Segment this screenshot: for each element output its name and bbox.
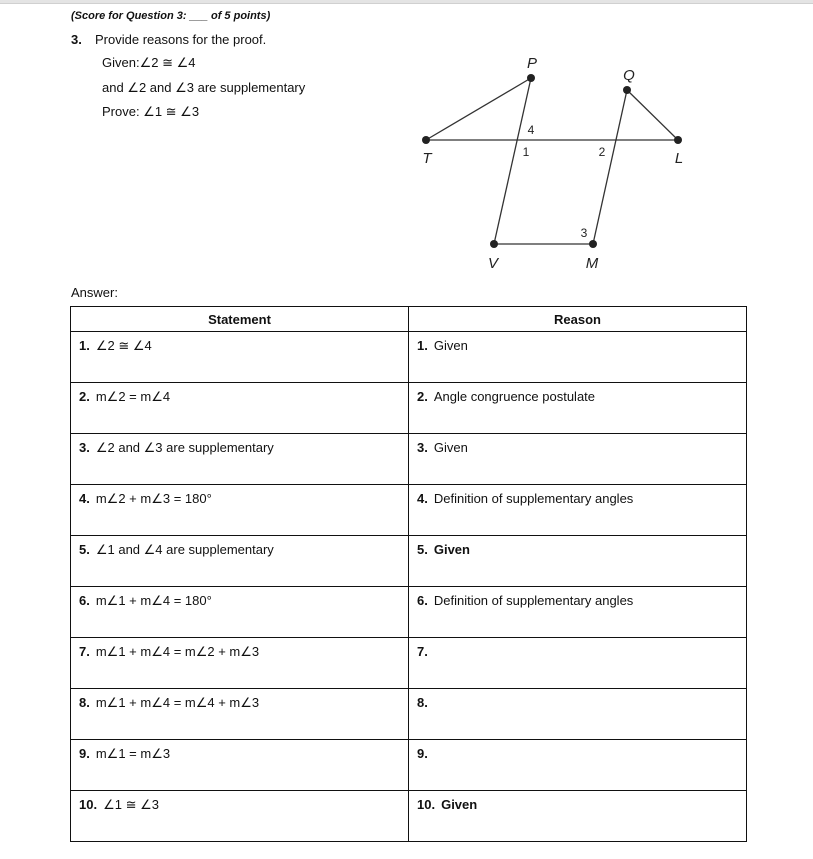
reason-cell[interactable]	[409, 536, 747, 587]
statement-text: m∠1 + m∠4 = m∠2 + m∠3	[95, 644, 260, 659]
reason-cell[interactable]	[409, 587, 747, 638]
statement-number: 9.	[79, 746, 90, 761]
statement-cell	[71, 587, 409, 638]
label-q: Q	[623, 67, 635, 84]
statement-text: ∠2 and ∠3 are supplementary	[95, 440, 274, 455]
statement-cell	[71, 740, 409, 791]
statement-number: 7.	[79, 644, 90, 659]
statement-cell	[71, 536, 409, 587]
point-v	[490, 240, 498, 248]
given-statement: Given:∠2 ≅ ∠4	[102, 55, 196, 70]
reason-number: 5.	[417, 542, 428, 557]
statement-cell	[71, 791, 409, 842]
statement-number: 4.	[79, 491, 90, 506]
statement-number: 5.	[79, 542, 90, 557]
table-row	[71, 332, 747, 383]
statement-cell	[71, 383, 409, 434]
label-v: V	[487, 255, 499, 272]
score-line: (Score for Question 3: ___ of 5 points)	[71, 10, 271, 22]
statement-text: ∠2 ≅ ∠4	[95, 338, 152, 353]
reason-number: 3.	[417, 440, 428, 455]
statement-cell	[71, 434, 409, 485]
prove-statement: Prove: ∠1 ≅ ∠3	[102, 104, 200, 119]
answer-label: Answer:	[71, 285, 118, 300]
point-q	[623, 86, 631, 94]
reason-number: 7.	[417, 644, 428, 659]
table-row	[71, 689, 747, 740]
reason-number: 9.	[417, 746, 428, 761]
statement-text: m∠1 + m∠4 = 180°	[95, 593, 212, 608]
reason-number: 1.	[417, 338, 428, 353]
segment-mq	[593, 90, 627, 244]
statement-text: ∠1 ≅ ∠3	[103, 797, 159, 812]
label-t: T	[422, 150, 432, 167]
statement-cell	[71, 689, 409, 740]
table-row	[71, 485, 747, 536]
table-row	[71, 740, 747, 791]
table-row	[71, 383, 747, 434]
reason-number: 8.	[417, 695, 428, 710]
given-statement-2: and ∠2 and ∠3 are supplementary	[102, 80, 306, 95]
statement-cell	[71, 332, 409, 383]
question-text: Provide reasons for the proof.	[95, 32, 267, 47]
statement-number: 1.	[79, 338, 90, 353]
table-row	[71, 638, 747, 689]
point-p	[527, 74, 535, 82]
label-p: P	[526, 55, 538, 72]
statement-number: 3.	[79, 440, 90, 455]
statement-cell	[71, 638, 409, 689]
reason-cell[interactable]	[409, 434, 747, 485]
question-number: 3.	[71, 32, 82, 47]
reason-text: Given	[441, 797, 478, 812]
reason-cell[interactable]	[409, 383, 747, 434]
reason-text: Definition of supplementary angles	[433, 491, 634, 506]
statement-header: Statement	[71, 307, 409, 332]
statement-text: m∠1 = m∠3	[95, 746, 171, 761]
statement-number: 6.	[79, 593, 90, 608]
statement-text: m∠2 + m∠3 = 180°	[95, 491, 212, 506]
segment-pv	[494, 78, 531, 244]
table-row	[71, 587, 747, 638]
point-m	[589, 240, 597, 248]
point-l	[674, 136, 682, 144]
table-row	[71, 434, 747, 485]
reason-number: 4.	[417, 491, 428, 506]
reason-number: 6.	[417, 593, 428, 608]
reason-text: Given	[433, 542, 470, 557]
statement-text: ∠1 and ∠4 are supplementary	[95, 542, 274, 557]
statement-text: m∠2 = m∠4	[95, 389, 171, 404]
label-l: L	[674, 150, 684, 167]
reason-text: Angle congruence postulate	[433, 389, 596, 404]
reason-number: 2.	[417, 389, 428, 404]
point-t	[422, 136, 430, 144]
table-row	[71, 791, 747, 842]
statement-number: 2.	[79, 389, 90, 404]
angle-label-3: 3	[580, 226, 588, 240]
reason-cell[interactable]	[409, 332, 747, 383]
label-m: M	[585, 255, 599, 272]
angle-label-1: 1	[522, 145, 530, 159]
reason-text: Definition of supplementary angles	[433, 593, 634, 608]
reason-text: Given	[433, 338, 468, 353]
statement-number: 8.	[79, 695, 90, 710]
reason-cell[interactable]	[409, 740, 747, 791]
statement-number: 10.	[79, 797, 98, 812]
statement-cell	[71, 485, 409, 536]
reason-text: Given	[433, 440, 468, 455]
reason-number: 10.	[417, 797, 436, 812]
angle-label-4: 4	[527, 123, 535, 137]
segment-ql	[627, 90, 678, 140]
reason-cell[interactable]	[409, 638, 747, 689]
reason-cell[interactable]	[409, 791, 747, 842]
reason-cell[interactable]	[409, 485, 747, 536]
reason-header: Reason	[409, 307, 747, 332]
statement-text: m∠1 + m∠4 = m∠4 + m∠3	[95, 695, 260, 710]
table-row	[71, 536, 747, 587]
angle-label-2: 2	[598, 145, 606, 159]
reason-cell[interactable]	[409, 689, 747, 740]
proof-table	[70, 306, 747, 842]
geometry-figure	[0, 0, 813, 300]
segment-tp	[426, 78, 531, 140]
